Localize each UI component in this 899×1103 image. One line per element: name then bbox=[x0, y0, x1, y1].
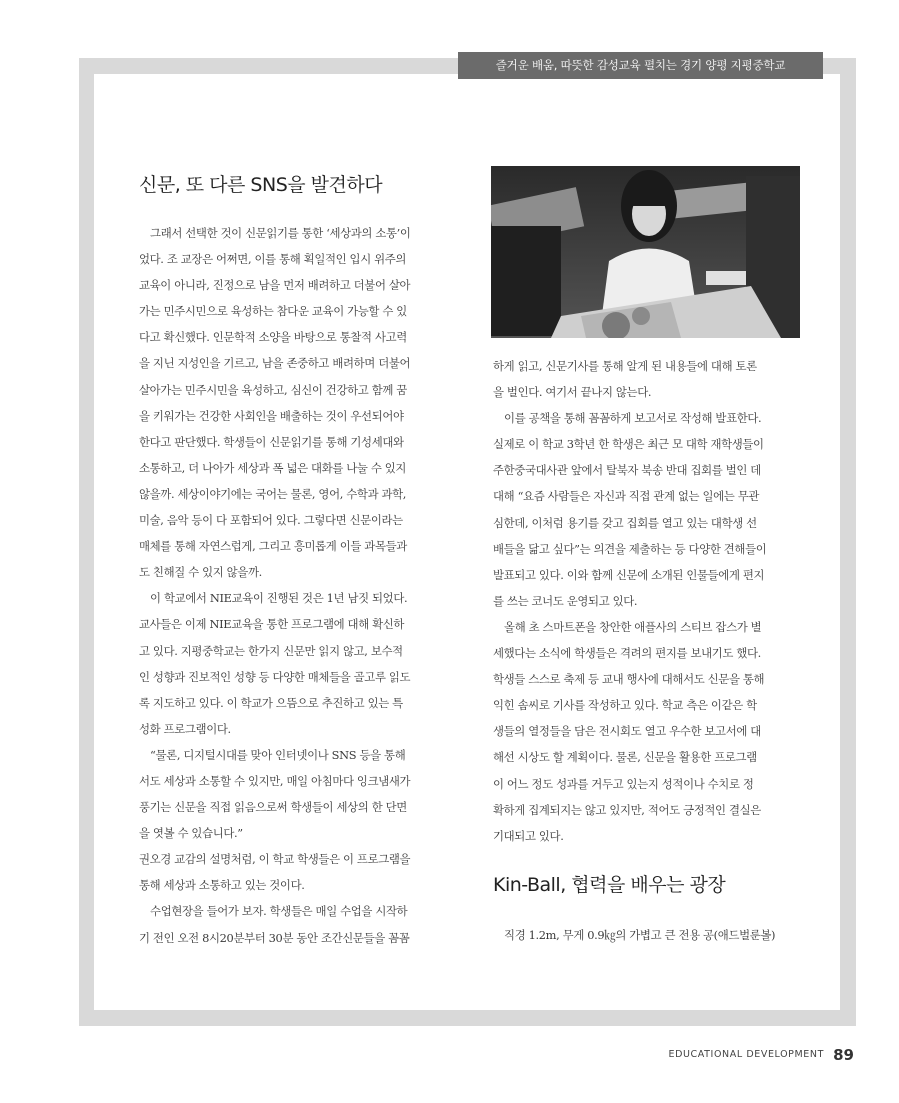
text-line: 이를 공책을 통해 꼼꼼하게 보고서로 작성해 발표한다. bbox=[493, 411, 762, 426]
section-title-kinball: Kin-Ball, 협력을 배우는 광장 bbox=[493, 874, 726, 896]
classroom-photo bbox=[491, 166, 800, 338]
text-line: 주한중국대사관 앞에서 탈북자 북송 반대 집회를 벌인 데 bbox=[493, 463, 761, 478]
text-line: 을 지닌 지성인을 기르고, 남을 존중하고 배려하며 더불어 bbox=[139, 356, 411, 371]
text-line: 학생들 스스로 축제 등 교내 행사에 대해서도 신문을 통해 bbox=[493, 672, 765, 687]
text-line: 이 어느 정도 성과를 거두고 있는지 성적이나 수치로 정 bbox=[493, 776, 754, 791]
text-line: 다고 확신했다. 인문학적 소양을 바탕으로 통찰적 사고력 bbox=[139, 330, 407, 345]
text-line: 해선 시상도 할 계획이다. 물론, 신문을 활용한 프로그램 bbox=[493, 750, 757, 765]
text-line: 풍기는 신문을 직접 읽음으로써 학생들이 세상의 한 단면 bbox=[139, 800, 407, 815]
text-line: 도 친해질 수 있지 않을까. bbox=[139, 565, 262, 580]
page-number: 89 bbox=[833, 1045, 854, 1064]
text-line: “물론, 디지털시대를 맞아 인터넷이나 SNS 등을 통해 bbox=[139, 747, 406, 762]
text-line: 을 엿볼 수 있습니다.” bbox=[139, 826, 243, 841]
text-line: 성화 프로그램이다. bbox=[139, 721, 231, 736]
text-line: 고 있다. 지평중학교는 한가지 신문만 읽지 않고, 보수적 bbox=[139, 643, 403, 658]
text-line: 통해 세상과 소통하고 있는 것이다. bbox=[139, 878, 305, 893]
text-line: 기대되고 있다. bbox=[493, 828, 564, 843]
text-line: 살아가는 민주시민을 육성하고, 심신이 건강하고 함께 꿈 bbox=[139, 382, 407, 397]
text-line: 생들의 열정들을 담은 전시회도 열고 우수한 보고서에 대 bbox=[493, 724, 761, 739]
text-line: 미술, 음악 등이 다 포함되어 있다. 그렇다면 신문이라는 bbox=[139, 513, 403, 528]
text-line: 세했다는 소식에 학생들은 격려의 편지를 보내기도 했다. bbox=[493, 646, 761, 661]
text-line: 매체를 통해 자연스럽게, 그리고 흥미롭게 이들 과목들과 bbox=[139, 539, 407, 554]
text-line: 을 벌인다. 여기서 끝나지 않는다. bbox=[493, 385, 652, 400]
text-line: 그래서 선택한 것이 신문읽기를 통한 ‘세상과의 소통’이 bbox=[139, 226, 411, 240]
footer-section-name: EDUCATIONAL DEVELOPMENT bbox=[668, 1049, 825, 1060]
text-line: 하게 읽고, 신문기사를 통해 알게 된 내용들에 대해 토론 bbox=[493, 359, 757, 373]
article-column-left bbox=[139, 220, 449, 951]
students-reading-newspaper-image bbox=[491, 166, 800, 338]
text-line: 확하게 집계되지는 않고 있지만, 적어도 긍정적인 결실은 bbox=[493, 802, 761, 817]
text-line: 수업현장을 들어가 보자. 학생들은 매일 수업을 시작하 bbox=[139, 904, 408, 919]
text-line: 한다고 판단했다. 학생들이 신문읽기를 통해 기성세대와 bbox=[139, 434, 404, 449]
header-tagline: 즐거운 배움, 따뜻한 감성교육 펼치는 경기 양평 지평중학교 bbox=[458, 52, 823, 79]
text-line: 교육이 아니라, 진정으로 남을 먼저 배려하고 더불어 살아 bbox=[139, 278, 411, 293]
text-line: 심한데, 이처럼 용기를 갖고 집회를 열고 있는 대학생 선 bbox=[493, 515, 757, 530]
text-line: 익힌 솜씨로 기사를 작성하고 있다. 학교 측은 이같은 학 bbox=[493, 698, 757, 713]
article-column-right bbox=[493, 353, 803, 849]
text-line: 록 지도하고 있다. 이 학교가 으뜸으로 추진하고 있는 특 bbox=[139, 695, 403, 710]
text-line: 이 학교에서 NIE교육이 진행된 것은 1년 남짓 되었다. bbox=[139, 591, 408, 606]
text-line: 않을까. 세상이야기에는 국어는 물론, 영어, 수학과 과학, bbox=[139, 486, 407, 501]
text-line: 발표되고 있다. 이와 함께 신문에 소개된 인물들에게 편지 bbox=[493, 567, 765, 582]
text-line: 소통하고, 더 나아가 세상과 폭 넓은 대화를 나눌 수 있지 bbox=[139, 460, 407, 475]
section-title-newspaper: 신문, 또 다른 SNS을 발견하다 bbox=[139, 174, 383, 196]
text-line: 교사들은 이제 NIE교육을 통한 프로그램에 대해 확신하 bbox=[139, 617, 405, 632]
text-line: 었다. 조 교장은 어쩌면, 이를 통해 획일적인 입시 위주의 bbox=[139, 252, 407, 267]
text-line: 배들을 닮고 싶다”는 의견을 제출하는 등 다양한 견해들이 bbox=[493, 541, 767, 556]
page-footer bbox=[668, 1044, 854, 1064]
text-line: 실제로 이 학교 3학년 한 학생은 최근 모 대학 재학생들이 bbox=[493, 437, 764, 452]
text-line: 인 성향과 진보적인 성향 등 다양한 매체들을 골고루 읽도 bbox=[139, 669, 411, 684]
text-line: 기 전인 오전 8시20분부터 30분 동안 조간신문들을 꼼꼼 bbox=[139, 930, 410, 945]
text-line: 대해 “요즘 사람들은 자신과 직접 관계 없는 일에는 무관 bbox=[493, 489, 760, 504]
kinball-paragraph: 직경 1.2m, 무게 0.9㎏의 가볍고 큰 전용 공(애드벌룬볼) bbox=[493, 928, 776, 942]
text-line: 서도 세상과 소통할 수 있지만, 매일 아침마다 잉크냄새가 bbox=[139, 773, 411, 788]
text-line: 를 쓰는 코너도 운영되고 있다. bbox=[493, 593, 638, 608]
text-line: 올해 초 스마트폰을 창안한 애플사의 스티브 잡스가 별 bbox=[493, 619, 762, 634]
text-line: 가는 민주시민으로 육성하는 참다운 교육이 가능할 수 있 bbox=[139, 304, 407, 319]
text-line: 권오경 교감의 설명처럼, 이 학교 학생들은 이 프로그램을 bbox=[139, 852, 411, 867]
text-line: 을 키워가는 건강한 사회인을 배출하는 것이 우선되어야 bbox=[139, 408, 404, 423]
